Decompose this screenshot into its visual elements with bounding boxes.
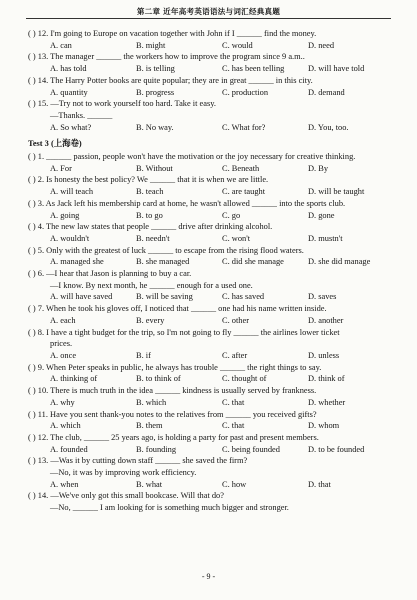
question-item (28, 245, 394, 268)
answer-options (28, 479, 394, 491)
answer-option: B. No way. (136, 122, 174, 132)
answer-option: B. might (136, 40, 166, 50)
question-item (28, 409, 394, 432)
question-stem: ( ) 1. ______ passion, people won't have the motivation or the joy necessary for creative thinking. (28, 152, 356, 162)
answer-option: A. going (50, 210, 80, 220)
answer-option: B. is telling (136, 64, 175, 74)
answer-option: D. whether (308, 397, 346, 407)
dialogue-line: —Thanks. ______ (50, 110, 113, 120)
question-item (28, 327, 394, 362)
question-item (28, 455, 394, 490)
answer-option: A. For (50, 163, 72, 173)
answer-option: A. thinking of (50, 374, 98, 384)
answer-options (28, 163, 394, 175)
question-item (28, 221, 394, 244)
answer-option: B. teach (136, 187, 164, 197)
answer-option: A. can (50, 40, 72, 50)
page-number: - 9 - (201, 572, 216, 581)
question-stem: ( ) 10. There is much truth in the idea ______ kindness is usually served by frankness. (28, 386, 317, 396)
answer-option: C. go (222, 210, 241, 220)
answer-option: D. demand (308, 87, 345, 97)
question-stem: ( ) 13. —Was it by cutting down staff ______ she saved the firm? (28, 456, 248, 466)
answer-option: D. will have told (308, 64, 365, 74)
section-previous-test (28, 28, 394, 133)
answer-option: D. to be founded (308, 444, 365, 454)
answer-option: B. to think of (136, 374, 181, 384)
answer-option: D. gone (308, 210, 335, 220)
answer-option: B. founding (136, 444, 177, 454)
question-item (28, 268, 394, 303)
answer-options (28, 63, 394, 75)
answer-options (28, 397, 394, 409)
answer-option: D. unless (308, 350, 340, 360)
answer-options (28, 444, 394, 456)
answer-option: C. are taught (222, 187, 266, 197)
answer-option: D. By (308, 163, 329, 173)
question-item (28, 174, 394, 197)
answer-option: A. each (50, 315, 76, 325)
question-stem: ( ) 4. The new law states that people ______ drive after drinking alcohol. (28, 222, 273, 232)
answer-options (28, 210, 394, 222)
answer-option: A. when (50, 479, 79, 489)
answer-option: D. You, too. (308, 122, 349, 132)
answer-option: A. once (50, 350, 77, 360)
question-stem: ( ) 2. Is honesty the best policy? We ______ that it is when we are little. (28, 175, 269, 185)
answer-option: D. think of (308, 374, 345, 384)
question-stem-continuation: prices. (50, 339, 73, 349)
question-item (28, 490, 394, 513)
answer-option: A. why (50, 397, 75, 407)
answer-option: A. will have saved (50, 292, 113, 302)
answer-option: B. will be saving (136, 292, 193, 302)
question-item (28, 198, 394, 221)
answer-option: B. she managed (136, 257, 190, 267)
answer-option: D. mustn't (308, 233, 343, 243)
question-item (28, 51, 394, 74)
answer-option: B. Without (136, 163, 173, 173)
answer-option: A. So what? (50, 122, 92, 132)
answer-options (28, 291, 394, 303)
page-header: 第二章 近年高考英语语法与词汇经典真题 (136, 7, 281, 16)
question-item (28, 362, 394, 385)
answer-option: B. if (136, 350, 151, 360)
header-rule (26, 18, 391, 19)
question-stem: ( ) 15. —Try not to work yourself too hard. Take it easy. (28, 99, 216, 109)
answer-option: C. has saved (222, 292, 265, 302)
answer-option: D. she did manage (308, 257, 371, 267)
answer-options (28, 233, 394, 245)
question-stem: ( ) 7. When he took his gloves off, I noticed that ______ one had his name written inside. (28, 304, 327, 314)
answer-option: A. founded (50, 444, 88, 454)
answer-option: B. them (136, 421, 163, 431)
question-item (28, 385, 394, 408)
answer-option: B. which (136, 397, 167, 407)
answer-options (28, 373, 394, 385)
answer-option: C. other (222, 315, 249, 325)
answer-option: A. will teach (50, 187, 94, 197)
question-stem: ( ) 6. —I hear that Jason is planning to buy a car. (28, 269, 192, 279)
answer-option: A. wouldn't (50, 233, 90, 243)
answer-option: C. that (222, 421, 245, 431)
answer-option: C. would (222, 40, 253, 50)
answer-option: D. that (308, 479, 331, 489)
answer-option: D. need (308, 40, 335, 50)
answer-options (28, 122, 394, 134)
question-item (28, 303, 394, 326)
answer-option: C. has been telling (222, 64, 285, 74)
answer-options (28, 315, 394, 327)
question-item (28, 151, 394, 174)
answer-option: C. thought of (222, 374, 267, 384)
answer-option: C. production (222, 87, 269, 97)
dialogue-line: —No, ______ I am looking for is something much bigger and stronger. (50, 503, 289, 513)
question-item (28, 75, 394, 98)
answer-option: D. saves (308, 292, 337, 302)
answer-options (28, 350, 394, 362)
answer-option: A. managed she (50, 257, 104, 267)
question-stem: ( ) 12. The club, ______ 25 years ago, is holding a party for past and present members. (28, 432, 319, 442)
answer-options (28, 420, 394, 432)
test-title: Test 3 (上海卷) (28, 139, 82, 149)
section-test-3 (28, 151, 394, 514)
question-item (28, 432, 394, 455)
answer-option: C. after (222, 350, 248, 360)
answer-options (28, 87, 394, 99)
question-content (28, 28, 394, 514)
question-stem: ( ) 5. Only with the greatest of luck ______ to escape from the rising flood waters. (28, 245, 304, 255)
answer-options (28, 40, 394, 52)
answer-option: C. did she manage (222, 257, 284, 267)
answer-option: B. every (136, 315, 165, 325)
question-stem: ( ) 11. Have you sent thank-you notes to the relatives from ______ you received gifts? (28, 409, 317, 419)
answer-option: C. being founded (222, 444, 280, 454)
dialogue-line: —No, it was by improving work efficiency. (50, 468, 197, 478)
answer-option: C. that (222, 397, 245, 407)
answer-option: A. quantity (50, 87, 88, 97)
answer-option: A. which (50, 421, 81, 431)
answer-option: B. to go (136, 210, 163, 220)
answer-option: B. needn't (136, 233, 170, 243)
answer-option: D. will be taught (308, 187, 365, 197)
answer-option: D. whom (308, 421, 340, 431)
question-stem: ( ) 9. When Peter speaks in public, he always has trouble ______ the right things to say. (28, 362, 322, 372)
question-stem: ( ) 8. I have a tight budget for the trip, so I'm not going to fly ______ the airlines lower ticket (28, 327, 340, 337)
answer-option: B. progress (136, 87, 175, 97)
answer-options (28, 256, 394, 268)
question-stem: ( ) 14. The Harry Potter books are quite popular; they are in great ______ in this city. (28, 75, 313, 85)
question-item (28, 28, 394, 51)
answer-option: C. how (222, 479, 247, 489)
dialogue-line: —I know. By next month, he ______ enough for a used one. (50, 280, 253, 290)
answer-option: D. another (308, 315, 344, 325)
answer-option: B. what (136, 479, 163, 489)
question-stem: ( ) 13. The manager ______ the workers how to improve the program since 9 a.m.. (28, 52, 305, 62)
answer-option: A. has told (50, 64, 87, 74)
question-stem: ( ) 3. As Jack left his membership card at home, he wasn't allowed ______ into the sports club. (28, 198, 346, 208)
answer-option: C. Beneath (222, 163, 260, 173)
question-stem: ( ) 12. I'm going to Europe on vacation together with John if I ______ find the money. (28, 29, 317, 38)
question-item (28, 98, 394, 133)
answer-option: C. What for? (222, 122, 266, 132)
question-stem: ( ) 14. —We've only got this small bookcase. Will that do? (28, 491, 224, 501)
answer-option: C. won't (222, 233, 251, 243)
answer-options (28, 186, 394, 198)
